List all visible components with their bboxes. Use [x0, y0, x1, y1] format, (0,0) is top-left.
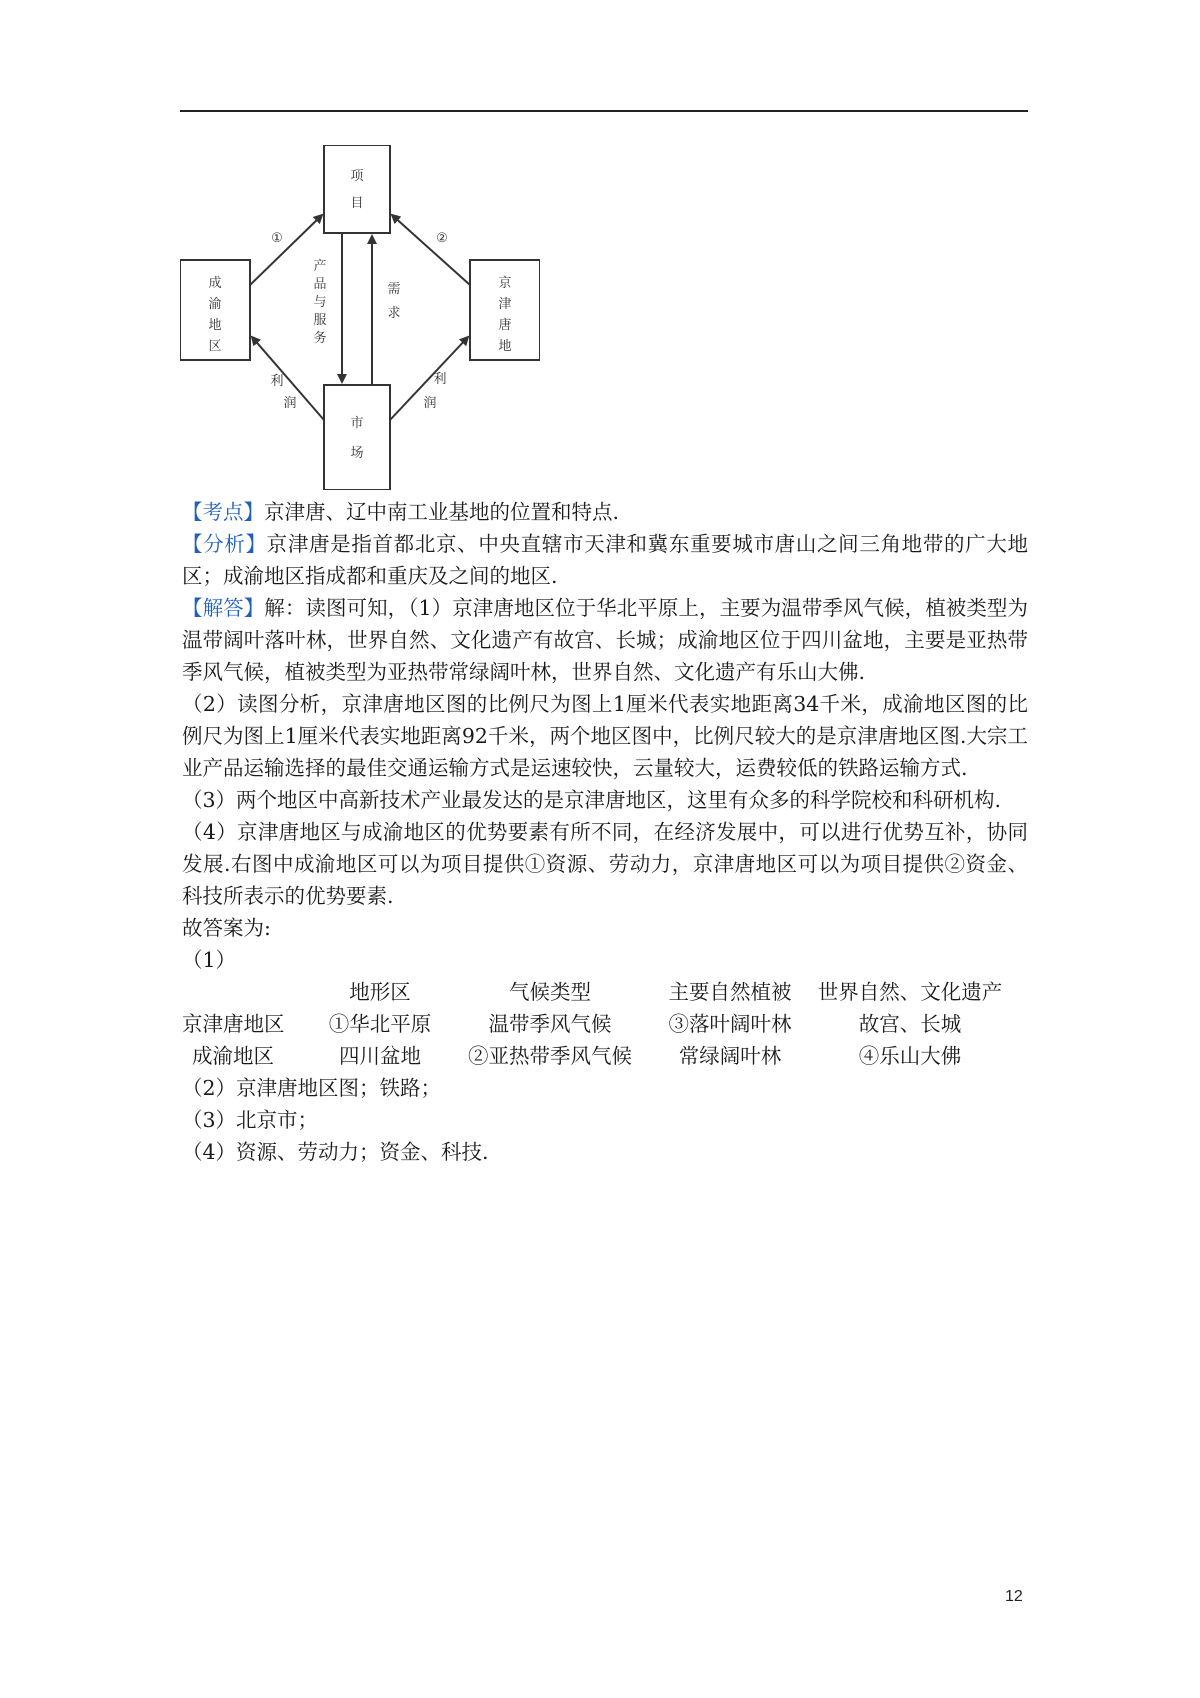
- table-cell: ④乐山大佛: [858, 1044, 962, 1068]
- header-cell: 气候类型: [509, 980, 591, 1004]
- table-cell: 常绿阔叶林: [678, 1044, 782, 1068]
- jieda-tag: 【解答】: [182, 596, 265, 620]
- market-label-1: 市: [350, 416, 364, 431]
- table-cell: 四川盆地: [339, 1044, 421, 1068]
- kaodian-text: 京津唐、辽中南工业基地的位置和特点.: [264, 500, 620, 524]
- header-cell: 世界自然、文化遗产: [817, 980, 1003, 1004]
- jieda-text: 解：读图可知，（1）京津唐地区位于华北平原上，主要为温带季风气候，植被类型为温带阔叶落叶林，世界自然、文化遗产有故宫、长城；成渝地区位于四川盆地，主要是亚热带季风气候，植被类型为亚热带常绿阔叶林，世界自然、文化遗产有乐山大佛.: [182, 596, 1028, 684]
- answer-4: （4）资源、劳动力；资金、科技.: [182, 1140, 489, 1164]
- header-cell: 地形区: [349, 980, 411, 1004]
- answer-2: （2）京津唐地区图；铁路；: [182, 1076, 442, 1100]
- products-label-2: 品: [313, 277, 327, 292]
- page-number: 12: [1005, 1588, 1023, 1605]
- products-label-4: 服: [313, 313, 327, 328]
- arrow-chengyu-to-project: [250, 215, 322, 285]
- project-label-1: 项: [350, 169, 364, 184]
- answer-1-label: （1）: [182, 948, 237, 972]
- header-rule: [180, 110, 1028, 112]
- flow-diagram: [180, 145, 540, 490]
- arrow-jjt-to-project: [392, 215, 470, 285]
- chengyu-label-1: 成: [208, 276, 222, 291]
- fenxi-text: 京津唐是指首都北京、中央直辖市天津和冀东重要城市唐山之间三角地带的广大地区；成渝地区指成都和重庆及之间的地区.: [182, 532, 1029, 588]
- table-row: [182, 1040, 1010, 1072]
- table-cell: ①华北平原: [328, 1012, 432, 1036]
- table-row: [182, 1008, 1010, 1040]
- answer-table: [182, 976, 1010, 1072]
- arrow-1-label: ①: [271, 231, 283, 246]
- chengyu-label-2: 渝: [208, 297, 222, 312]
- jjt-label-2: 津: [498, 297, 512, 312]
- profit-right-label-2: 润: [423, 396, 437, 411]
- table-cell: 故宫、长城: [858, 1012, 962, 1036]
- paragraph-4: （4）京津唐地区与成渝地区的优势要素有所不同，在经济发展中，可以进行优势互补，协同发展.右图中成渝地区可以为项目提供①资源、劳动力，京津唐地区可以为项目提供②资金、科技所表示的优势要素.: [182, 820, 1028, 908]
- fenxi-tag: 【分析】: [182, 532, 267, 556]
- kaodian-paragraph: [182, 496, 1028, 528]
- products-label-1: 产: [313, 259, 327, 274]
- project-box: [324, 145, 390, 233]
- chengyu-label-3: 地: [208, 318, 222, 333]
- table-cell: 温带季风气候: [488, 1012, 612, 1036]
- arrow-2-label: ②: [436, 231, 448, 246]
- demand-label-1: 需: [387, 282, 401, 297]
- table-cell: ③落叶阔叶林: [668, 1012, 792, 1036]
- chengyu-label-4: 区: [208, 339, 222, 354]
- demand-label-2: 求: [387, 306, 401, 321]
- kaodian-tag: 【考点】: [182, 500, 264, 524]
- jjt-label-4: 地: [498, 339, 512, 354]
- profit-left-label-1: 利: [270, 374, 284, 389]
- table-cell: 成渝地区: [192, 1044, 274, 1068]
- paragraph-3: （3）两个地区中高新技术产业最发达的是京津唐地区，这里有众多的科学院校和科研机构.: [182, 788, 1002, 812]
- answer-3: （3）北京市；: [182, 1108, 319, 1132]
- market-label-2: 场: [350, 446, 364, 461]
- fenxi-paragraph: [182, 528, 1028, 592]
- table-cell: ②亚热带季风气候: [468, 1044, 632, 1068]
- project-label-2: 目: [350, 196, 364, 211]
- paragraph-2: （2）读图分析，京津唐地区图的比例尺为图上1厘米代表实地距离34千米，成渝地区图的比例尺为图上1厘米代表实地距离92千米，两个地区图中，比例尺较大的是京津唐地区图.大宗工业产品运输选择的最佳交通运输方式是运速较快，云量较大，运费较低的铁路运输方式.: [182, 692, 1028, 780]
- answer-intro: 故答案为:: [182, 916, 271, 940]
- jieda-paragraph: [182, 592, 1028, 688]
- answer-text: [182, 496, 1028, 1168]
- profit-left-label-2: 润: [283, 396, 297, 411]
- products-label-5: 务: [313, 331, 327, 346]
- table-cell: 京津唐地区: [182, 1012, 285, 1036]
- jjt-label-3: 唐: [498, 318, 512, 333]
- profit-right-label-1: 利: [433, 372, 447, 387]
- market-box: [324, 385, 390, 490]
- products-label-3: 与: [313, 295, 327, 310]
- header-cell: [182, 976, 310, 1008]
- jjt-label-1: 京: [498, 276, 512, 291]
- header-cell: 主要自然植被: [668, 980, 792, 1004]
- table-header-row: [182, 976, 1010, 1008]
